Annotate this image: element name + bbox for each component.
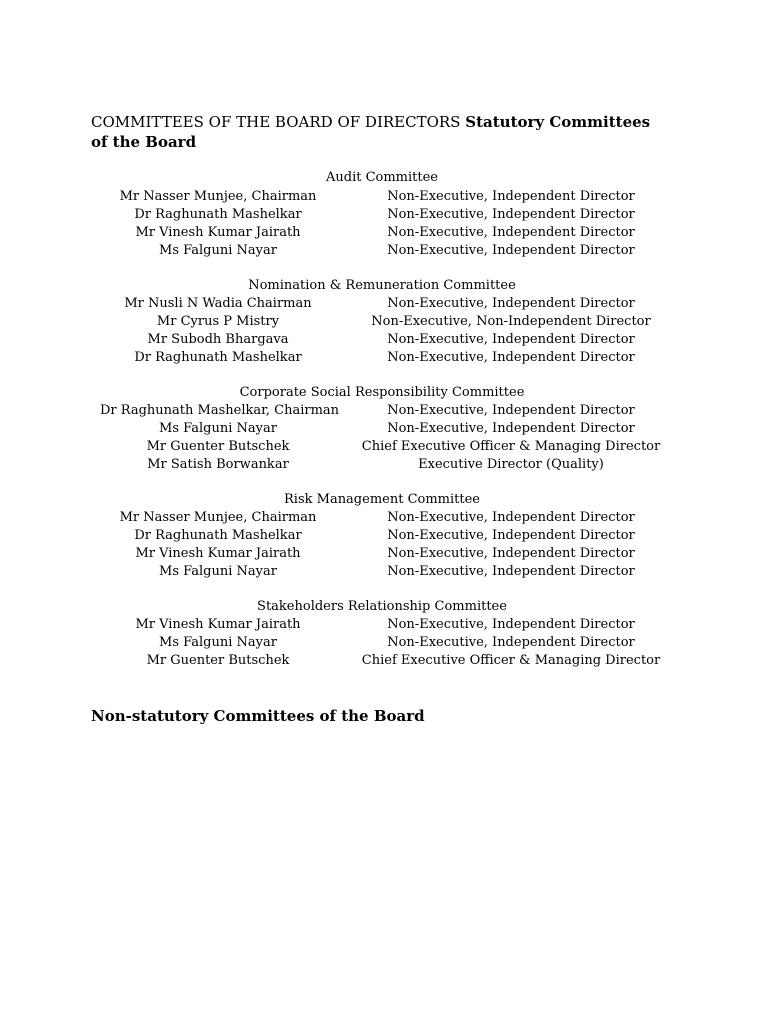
member-name: Mr Cyrus P Mistry (156, 314, 280, 329)
member-row (0, 349, 768, 367)
member-role: Non-Executive, Independent Director (387, 296, 635, 311)
member-row (0, 188, 768, 206)
member-row (0, 295, 768, 313)
member-role: Non-Executive, Independent Director (387, 564, 635, 579)
member-name: Mr Guenter Butschek (146, 439, 290, 454)
member-row (0, 652, 768, 670)
member-row (0, 509, 768, 527)
member-row (0, 438, 768, 456)
member-name: Dr Raghunath Mashelkar (134, 207, 302, 222)
member-name: Dr Raghunath Mashelkar, Chairman (100, 403, 340, 418)
member-role: Non-Executive, Independent Director (387, 403, 635, 418)
member-role: Non-Executive, Independent Director (387, 189, 635, 204)
member-name: Ms Falguni Nayar (159, 635, 277, 650)
member-name: Mr Vinesh Kumar Jairath (135, 617, 301, 632)
member-name: Mr Nasser Munjee, Chairman (119, 189, 317, 204)
member-name: Dr Raghunath Mashelkar (134, 528, 302, 543)
committee-title: Risk Management Committee (284, 492, 480, 507)
member-role: Non-Executive, Independent Director (387, 350, 635, 365)
member-row (0, 242, 768, 260)
committee-title: Audit Committee (325, 170, 439, 185)
member-role: Non-Executive, Independent Director (387, 510, 635, 525)
member-role: Non-Executive, Non-Independent Director (371, 314, 651, 329)
member-name: Mr Nusli N Wadia Chairman (124, 296, 312, 311)
member-name: Ms Falguni Nayar (159, 564, 277, 579)
member-row (0, 545, 768, 563)
nonstatutory-heading: Non-statutory Committees of the Board (91, 707, 425, 725)
member-row (0, 224, 768, 242)
member-role: Chief Executive Officer & Managing Director (361, 653, 661, 668)
member-role: Non-Executive, Independent Director (387, 617, 635, 632)
member-role: Non-Executive, Independent Director (387, 546, 635, 561)
member-name: Ms Falguni Nayar (159, 243, 277, 258)
member-role: Non-Executive, Independent Director (387, 528, 635, 543)
committee-title: Nomination & Remuneration Committee (248, 278, 516, 293)
committee-title: Corporate Social Responsibility Committee (239, 385, 525, 400)
member-role: Non-Executive, Independent Director (387, 332, 635, 347)
member-name: Mr Guenter Butschek (146, 653, 290, 668)
member-role: Non-Executive, Independent Director (387, 207, 635, 222)
committee-title: Stakeholders Relationship Committee (257, 599, 507, 614)
member-row (0, 313, 768, 331)
member-role: Chief Executive Officer & Managing Director (361, 439, 661, 454)
member-name: Ms Falguni Nayar (159, 421, 277, 436)
member-row (0, 206, 768, 224)
main-heading-title: COMMITTEES OF THE BOARD OF DIRECTORS (91, 113, 461, 131)
member-row (0, 527, 768, 545)
member-row (0, 616, 768, 634)
member-name: Mr Satish Borwankar (147, 457, 289, 472)
member-row (0, 331, 768, 349)
member-name: Mr Nasser Munjee, Chairman (119, 510, 317, 525)
member-name: Mr Vinesh Kumar Jairath (135, 546, 301, 561)
member-row (0, 634, 768, 652)
member-row (0, 456, 768, 474)
member-name: Mr Vinesh Kumar Jairath (135, 225, 301, 240)
member-role: Non-Executive, Independent Director (387, 243, 635, 258)
member-role: Executive Director (Quality) (418, 457, 604, 472)
member-role: Non-Executive, Independent Director (387, 635, 635, 650)
member-row (0, 402, 768, 420)
member-row (0, 563, 768, 581)
main-heading-subtitle: Statutory Committees of the Board (91, 113, 651, 151)
member-name: Mr Subodh Bhargava (147, 332, 289, 347)
member-name: Dr Raghunath Mashelkar (134, 350, 302, 365)
main-heading (91, 112, 671, 152)
member-role: Non-Executive, Independent Director (387, 225, 635, 240)
member-role: Non-Executive, Independent Director (387, 421, 635, 436)
member-row (0, 420, 768, 438)
